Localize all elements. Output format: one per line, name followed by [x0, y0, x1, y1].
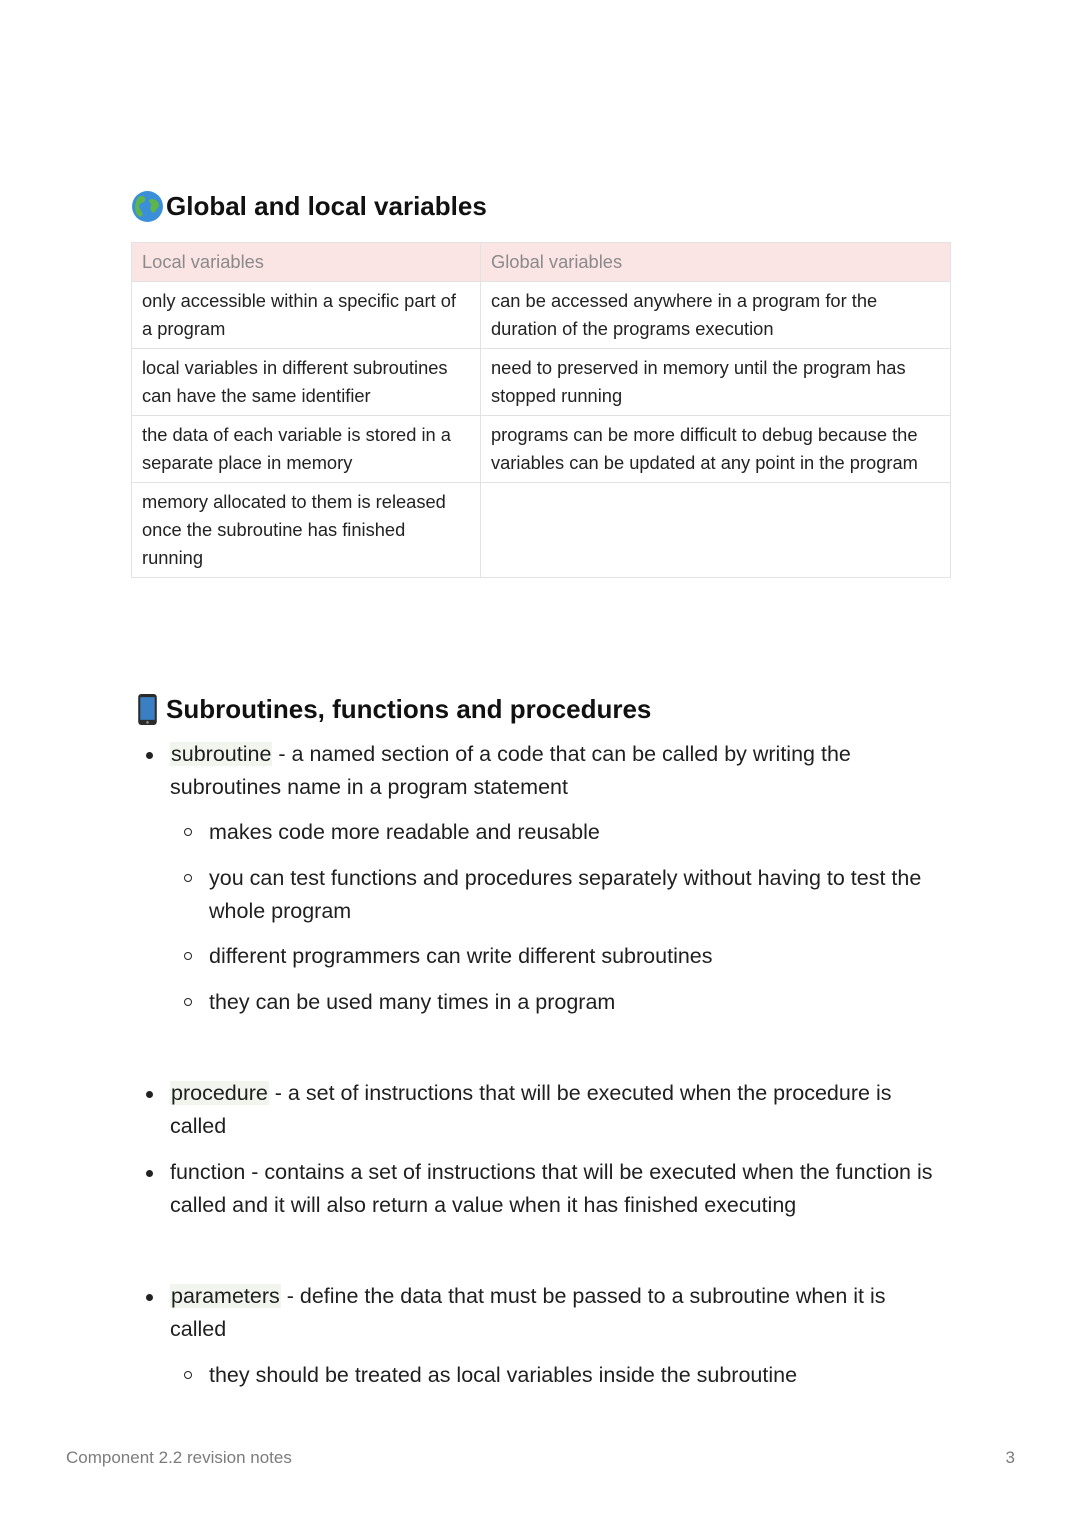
mobile-phone-icon: [131, 693, 164, 726]
section-heading-variables: [131, 190, 487, 223]
table-cell: [481, 483, 951, 578]
page-number: 3: [1005, 1448, 1015, 1467]
list-item-text: called and it will also return a value when it has finished executing: [170, 1193, 797, 1217]
sub-bullet-icon: [184, 874, 192, 882]
table-header-cell: Global variables: [481, 243, 951, 282]
table-cell: the data of each variable is stored in a separate place in memory: [132, 416, 481, 483]
sub-list-item: whole program: [209, 899, 352, 923]
sub-list-item: different programmers can write different subroutines: [209, 944, 713, 968]
sub-list-item: they can be used many times in a program: [209, 990, 616, 1014]
list-item-subroutine: [170, 738, 851, 771]
sub-bullet-icon: [184, 952, 192, 960]
table-header-row: [132, 243, 951, 282]
bullet-icon: [146, 1294, 153, 1301]
section-title: Global and local variables: [166, 191, 487, 221]
footer-text: Component 2.2 revision notes: [66, 1448, 292, 1467]
term-highlight: procedure: [171, 1081, 268, 1105]
term-highlight: parameters: [171, 1284, 280, 1308]
sub-bullet-icon: [184, 1371, 192, 1379]
bullet-icon: [146, 1091, 153, 1098]
table-row: [132, 349, 951, 416]
term-highlight: subroutine: [171, 742, 272, 766]
list-item-function: function - contains a set of instructions that will be executed when the function is: [170, 1160, 933, 1184]
section-title: Subroutines, functions and procedures: [166, 694, 652, 724]
sub-bullet-icon: [184, 828, 192, 836]
globe-icon: [131, 190, 164, 223]
sub-list-item: you can test functions and procedures separately without having to test the: [209, 866, 922, 890]
sub-bullet-icon: [184, 998, 192, 1006]
table-cell: programs can be more difficult to debug because the variables can be updated at any point in the program: [481, 416, 951, 483]
bullet-icon: [146, 1170, 153, 1177]
table-cell: need to preserved in memory until the program has stopped running: [481, 349, 951, 416]
list-item-text: subroutines name in a program statement: [170, 775, 568, 799]
bullet-icon: [146, 752, 153, 759]
table-header-cell: Local variables: [132, 243, 481, 282]
table-row: [132, 416, 951, 483]
list-item-procedure: [170, 1077, 891, 1110]
table-cell: local variables in different subroutines can have the same identifier: [132, 349, 481, 416]
list-item-parameters: [170, 1280, 886, 1313]
table-row: [132, 282, 951, 349]
table-cell: only accessible within a specific part of a program: [132, 282, 481, 349]
table-row: [132, 483, 951, 578]
section-heading-subroutines: [131, 693, 651, 726]
list-item-text: - a named section of a code that can be called by writing the: [272, 742, 851, 766]
list-item-text: called: [170, 1317, 227, 1341]
list-item-text: - a set of instructions that will be executed when the procedure is: [268, 1081, 892, 1105]
table-cell: can be accessed anywhere in a program for the duration of the programs execution: [481, 282, 951, 349]
variables-comparison-table: [131, 242, 951, 578]
sub-list-item: they should be treated as local variables inside the subroutine: [209, 1363, 798, 1387]
sub-list-item: makes code more readable and reusable: [209, 820, 600, 844]
table-cell: memory allocated to them is released once the subroutine has finished running: [132, 483, 481, 578]
list-item-text: - define the data that must be passed to a subroutine when it is: [280, 1284, 886, 1308]
list-item-text: called: [170, 1114, 227, 1138]
